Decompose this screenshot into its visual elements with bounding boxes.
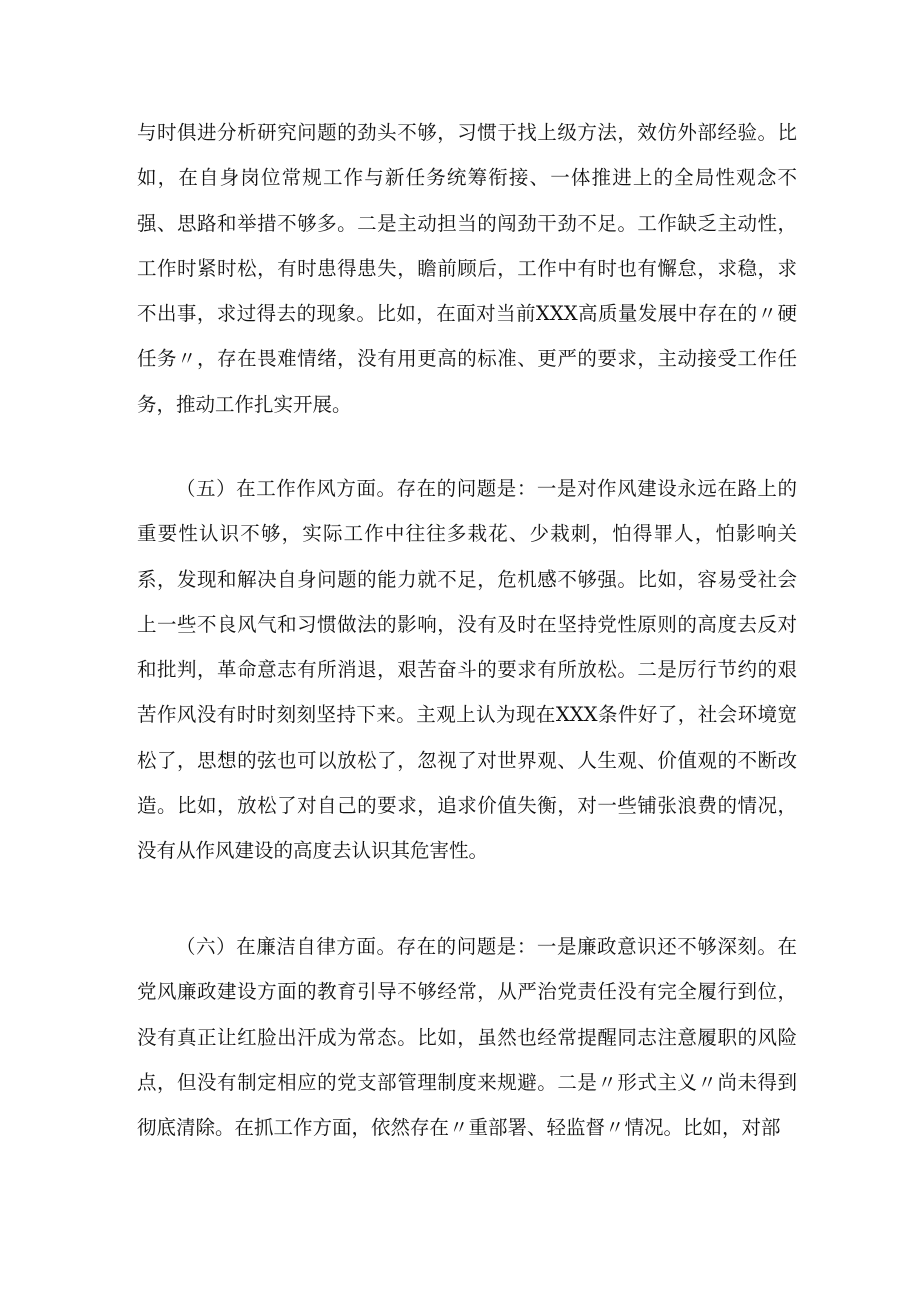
paragraph-integrity: （六）在廉洁自律方面。存在的问题是：一是廉政意识还不够深刻。在党风廉政建设方面的教育引导不够经常，从严治党责任没有完全履行到位，没有真正让红脸出汗成为常态。比如，虽然也经常提醒同志注意履职的风险点，但没有制定相应的党支部管理制度来规避。二是〃形式主义〃尚未得到彻底清除。在抓工作方面，依然存在〃重部署、轻监督〃情况。比如，对部: [137, 935, 797, 1140]
paragraph-continuation: 与时俱进分析研究问题的劲头不够，习惯于找上级方法，效仿外部经验。比如，在自身岗位常规工作与新任务统筹衔接、一体推进上的全局性观念不强、思路和举措不够多。二是主动担当的闯劲干劲不足。工作缺乏主动性，工作时紧时松，有时患得患失，瞻前顾后，工作中有时也有懈怠，求稳，求不出事，求过得去的现象。比如，在面对当前XXX高质量发展中存在的〃硬任务〃，存在畏难情绪，没有用更高的标准、更严的要求，主动接受工作任务，推动工作扎实开展。: [137, 121, 797, 416]
paragraph-work-style: （五）在工作作风方面。存在的问题是：一是对作风建设永远在路上的重要性认识不够，实际工作中往往多栽花、少栽刺，怕得罪人，怕影响关系，发现和解决自身问题的能力就不足，危机感不够强。比如，容易受社会上一些不良风气和习惯做法的影响，没有及时在坚持党性原则的高度去反对和批判，革命意志有所消退，艰苦奋斗的要求有所放松。二是厉行节约的艰苦作风没有时时刻刻坚持下来。主观上认为现在XXX条件好了，社会环境宽松了，思想的弦也可以放松了，忽视了对世界观、人生观、价值观的不断改造。比如，放松了对自己的要求，追求价值失衡，对一些铺张浪费的情况，没有从作风建设的高度去认识其危害性。: [137, 477, 797, 863]
